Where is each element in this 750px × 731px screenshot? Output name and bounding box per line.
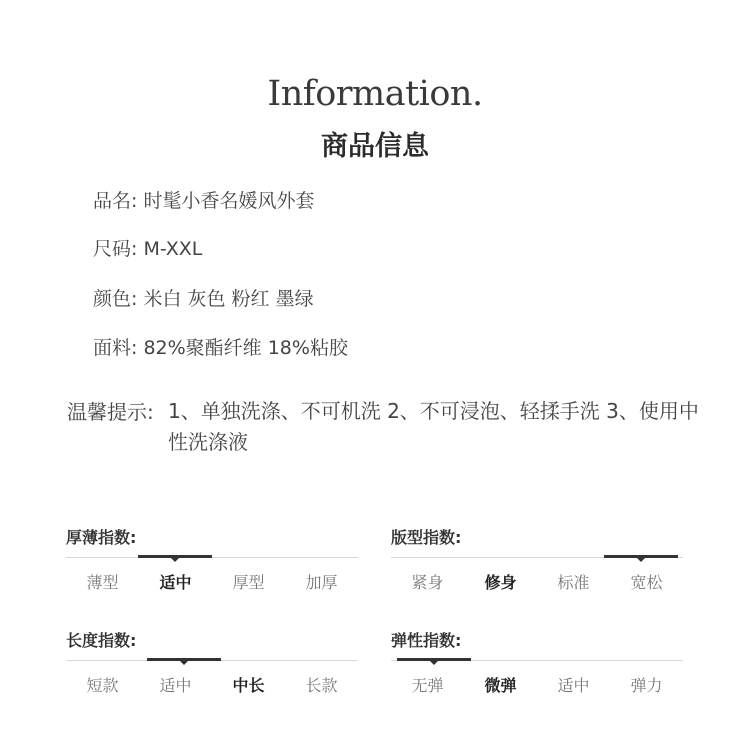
gauge-option: 厚型: [232, 573, 265, 592]
gauge-track: [66, 557, 358, 558]
info-label: 品名:: [93, 190, 138, 212]
gauge-option-selected: 修身: [484, 573, 517, 592]
gauge-option-selected: 适中: [159, 573, 192, 592]
info-value: 82%聚酯纤维 18%粘胶: [143, 337, 348, 359]
thickness-index: [66, 525, 366, 610]
tip-text: 1、单独洗涤、不可机洗 2、不可浸泡、轻揉手洗 3、使用中性洗涤液: [168, 399, 699, 454]
info-value: 时髦小香名媛风外套: [143, 190, 315, 212]
gauge-title: 版型指数:: [391, 528, 462, 547]
info-value: 米白 灰色 粉红 墨绿: [143, 288, 314, 310]
gauge-option: 短款: [86, 676, 119, 695]
fit-index: [391, 525, 691, 610]
gauge-option-selected: 微弹: [484, 676, 517, 695]
gauge-option: 弹力: [630, 676, 663, 695]
info-label: 颜色:: [93, 288, 138, 310]
gauge-option: 紧身: [411, 573, 444, 592]
length-index: [66, 628, 366, 713]
info-row-fabric: [93, 333, 348, 360]
gauge-option: 无弹: [411, 676, 444, 695]
gauge-option: 加厚: [305, 573, 338, 592]
gauge-marker: [604, 555, 678, 558]
tip-label: 温馨提示:: [67, 400, 154, 424]
info-row-size: [93, 234, 202, 261]
gauge-option-selected: 中长: [232, 676, 265, 695]
gauge-marker: [397, 658, 471, 661]
heading-cn: 商品信息: [321, 131, 429, 162]
info-value: M-XXL: [143, 238, 203, 260]
info-row-color: [93, 284, 314, 311]
info-label: 面料:: [93, 337, 138, 359]
gauge-marker: [138, 555, 212, 558]
info-row-name: [93, 186, 314, 213]
info-label: 尺码:: [93, 238, 138, 260]
gauge-option: 薄型: [86, 573, 119, 592]
gauge-title: 长度指数:: [66, 631, 137, 650]
gauge-option: 适中: [557, 676, 590, 695]
heading-en: Information.: [267, 74, 483, 114]
gauge-marker: [147, 658, 221, 661]
elasticity-index: [391, 628, 691, 713]
gauge-option: 标准: [557, 573, 590, 592]
gauge-title: 厚薄指数:: [66, 528, 137, 547]
gauge-title: 弹性指数:: [391, 631, 462, 650]
gauge-option: 适中: [159, 676, 192, 695]
gauge-option: 长款: [305, 676, 338, 695]
gauge-option: 宽松: [630, 573, 663, 592]
